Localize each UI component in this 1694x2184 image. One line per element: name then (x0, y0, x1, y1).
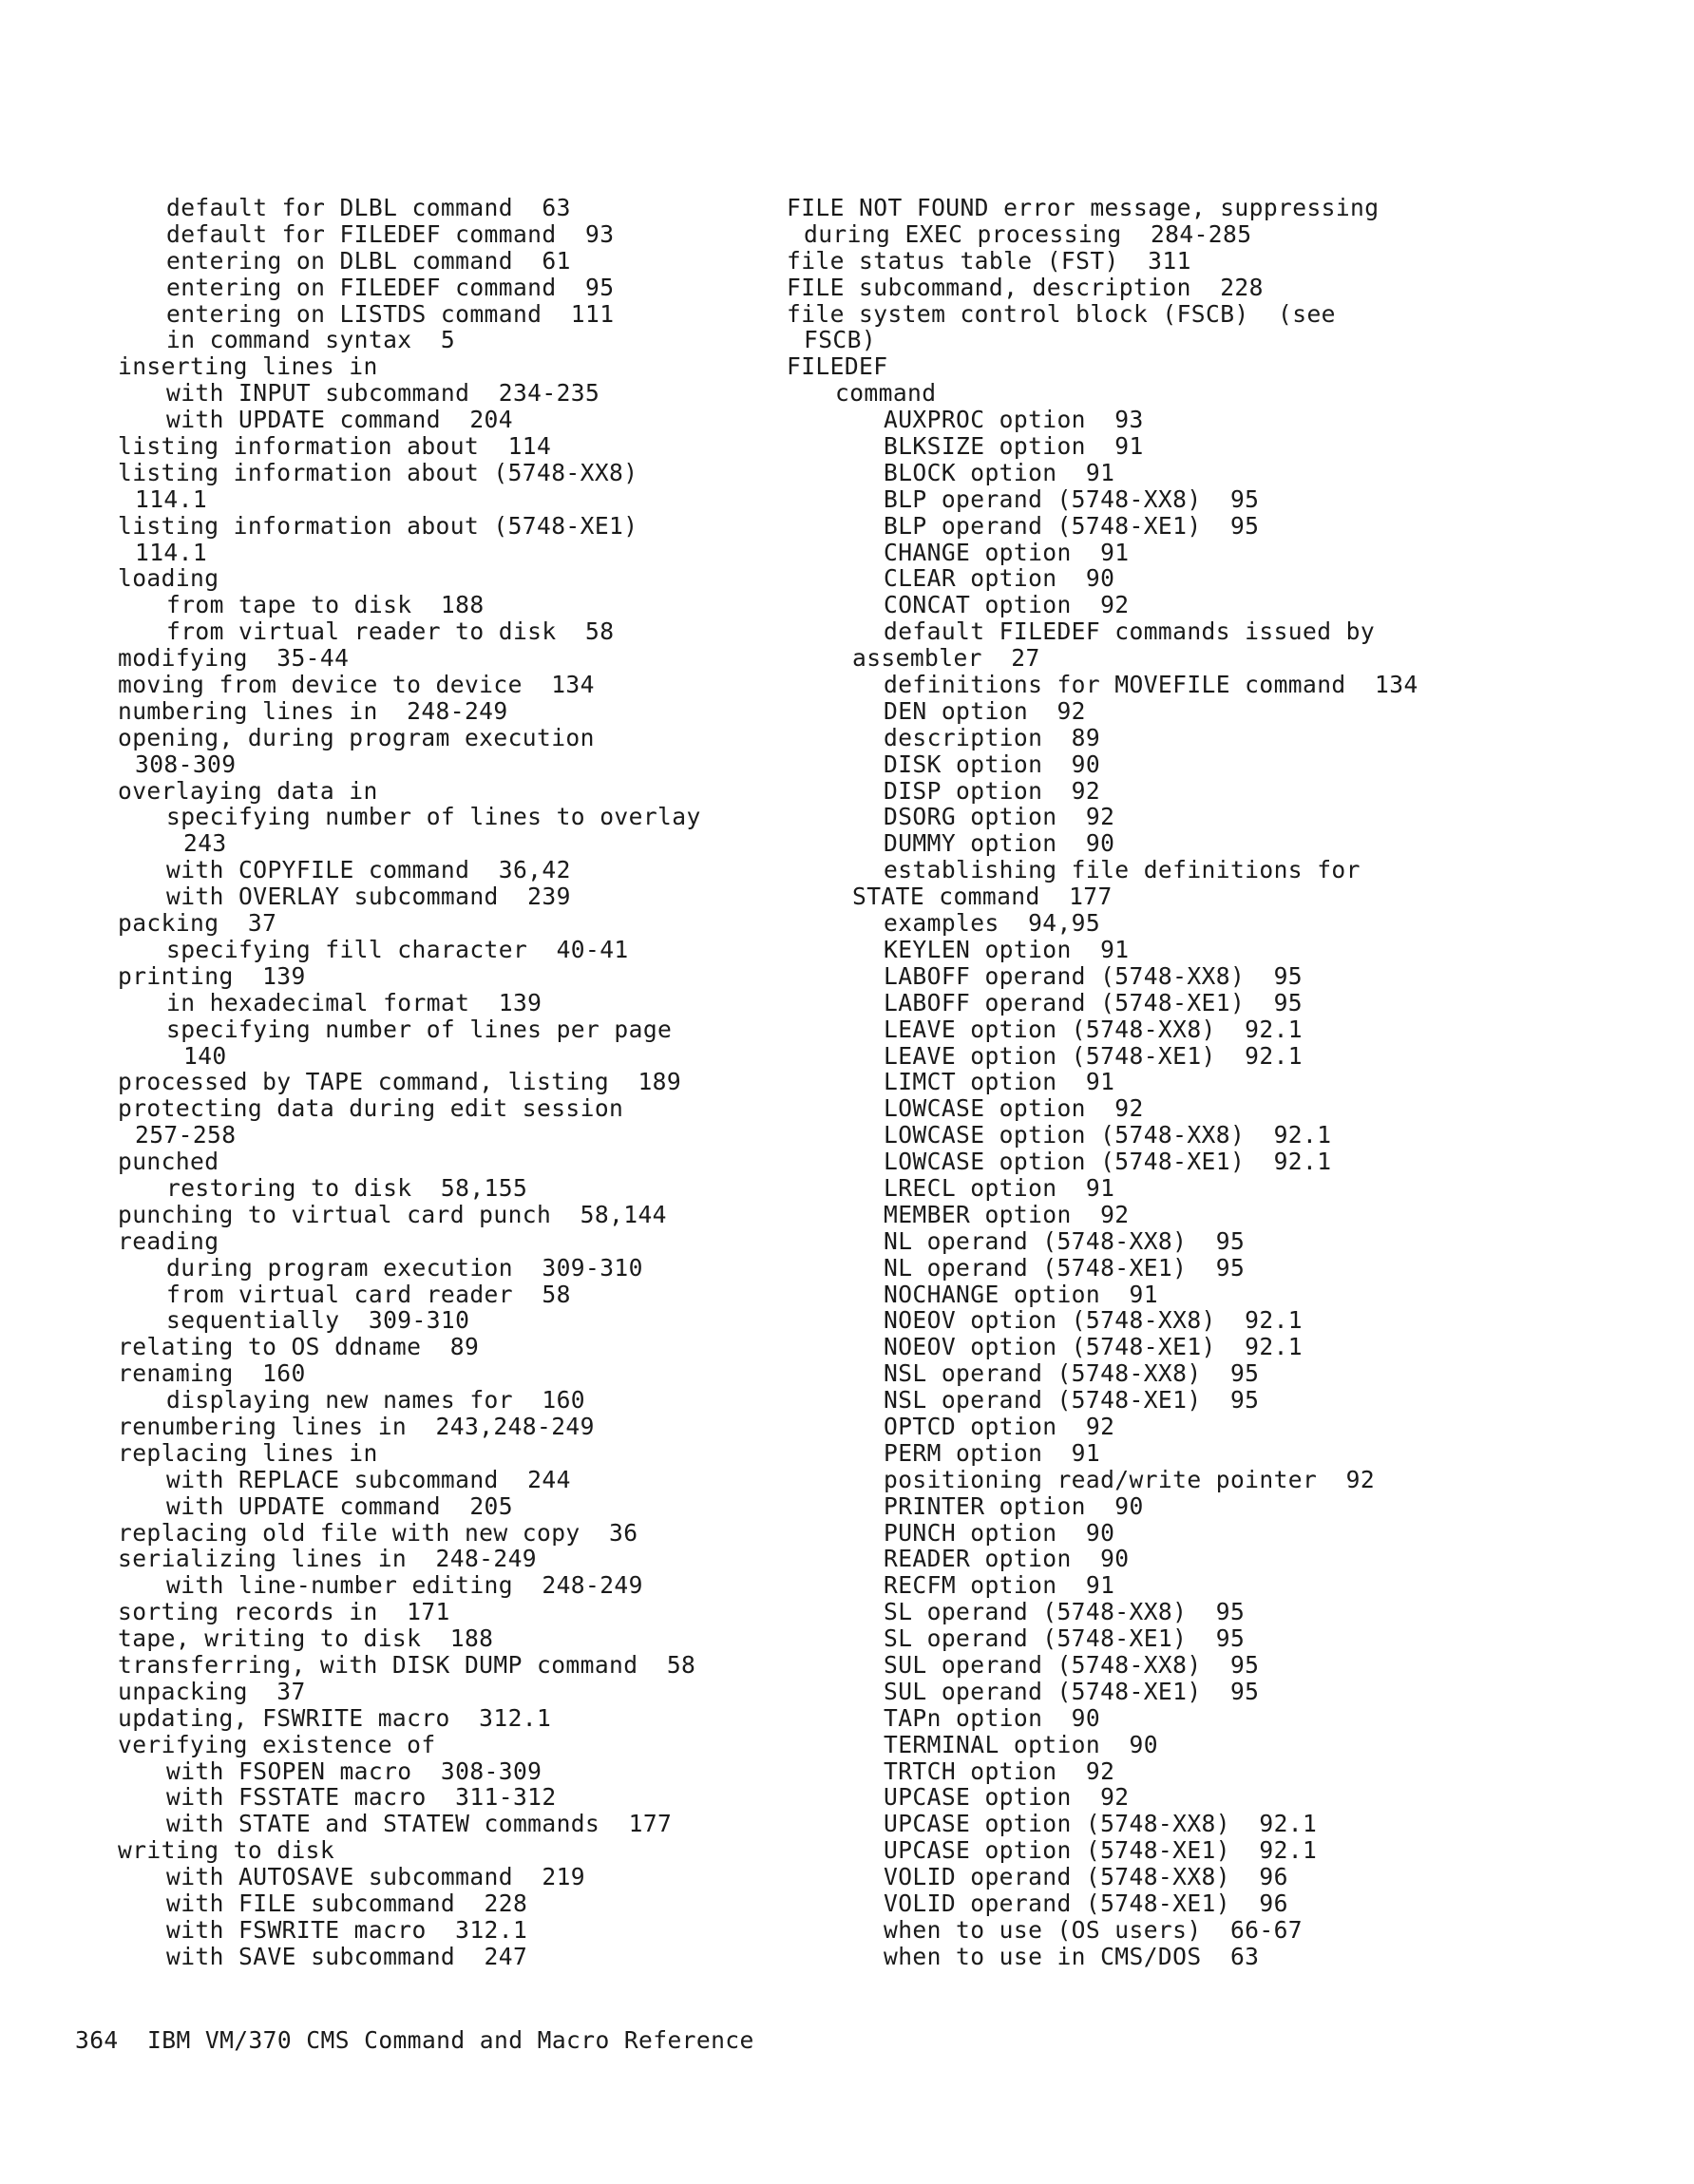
index-entry: LEAVE option (5748-XX8) 92.1 (884, 1015, 1303, 1043)
index-entry: specifying fill character 40-41 (166, 935, 629, 963)
index-entry: DEN option 92 (884, 696, 1086, 725)
index-entry: file status table (FST) 311 (787, 246, 1191, 275)
index-entry: LEAVE option (5748-XE1) 92.1 (884, 1041, 1303, 1070)
index-entry: VOLID operand (5748-XE1) 96 (884, 1890, 1288, 1917)
index-entry: NSL operand (5748-XE1) 95 (884, 1386, 1260, 1415)
index-entry: inserting lines in (118, 352, 378, 381)
index-entry: PRINTER option 90 (884, 1491, 1144, 1520)
index-entry: FILE NOT FOUND error message, suppressing (787, 194, 1380, 221)
index-entry: RECFM option 91 (884, 1571, 1115, 1600)
index-entry: LIMCT option 91 (884, 1068, 1115, 1096)
index-entry: relating to OS ddname 89 (118, 1333, 480, 1361)
index-entry: protecting data during edit session (118, 1094, 624, 1123)
index-entry: FSCB) (804, 326, 877, 354)
index-entry: establishing file definitions for (884, 856, 1361, 884)
index-entry: sequentially 309-310 (166, 1306, 470, 1335)
index-entry: TERMINAL option 90 (884, 1730, 1158, 1758)
index-entry: PUNCH option 90 (884, 1518, 1115, 1547)
index-entry: modifying 35-44 (118, 644, 350, 673)
index-entry: DISK option 90 (884, 750, 1101, 778)
index-entry: TRTCH option 92 (884, 1757, 1115, 1785)
index-entry: printing 139 (118, 961, 306, 990)
index-entry: renaming 160 (118, 1359, 306, 1388)
index-entry: BLP operand (5748-XE1) 95 (884, 511, 1260, 540)
index-entry: READER option 90 (884, 1545, 1130, 1573)
index-entry: renumbering lines in 243,248-249 (118, 1412, 595, 1440)
index-entry: with line-number editing 248-249 (166, 1571, 643, 1600)
index-entry: MEMBER option 92 (884, 1200, 1130, 1228)
index-entry: UPCASE option (5748-XE1) 92.1 (884, 1836, 1318, 1865)
index-entry: LOWCASE option (5748-XE1) 92.1 (884, 1148, 1332, 1176)
index-entry: DUMMY option 90 (884, 829, 1115, 858)
index-entry: 243 (183, 829, 227, 858)
index-entry: default FILEDEF commands issued by (884, 617, 1376, 646)
index-entry: opening, during program execution (118, 723, 595, 751)
index-entry: FILE subcommand, description 228 (787, 273, 1264, 301)
index-entry: during EXEC processing 284-285 (804, 219, 1252, 248)
index-entry: loading (118, 564, 219, 593)
index-entry: file system control block (FSCB) (see (787, 299, 1336, 328)
index-entry: from tape to disk 188 (166, 591, 485, 619)
index-entry: BLOCK option 91 (884, 458, 1115, 486)
index-entry: sorting records in 171 (118, 1598, 450, 1626)
index-entry: LOWCASE option 92 (884, 1094, 1144, 1123)
index-entry: with SAVE subcommand 247 (166, 1942, 528, 1970)
index-entry: CHANGE option 91 (884, 538, 1130, 566)
index-entry: SL operand (5748-XX8) 95 (884, 1598, 1246, 1626)
index-entry: CONCAT option 92 (884, 591, 1130, 619)
index-entry: processed by TAPE command, listing 189 (118, 1068, 682, 1096)
index-entry: displaying new names for 160 (166, 1386, 585, 1415)
index-entry: specifying number of lines to overlay (166, 803, 701, 831)
index-entry: NOEOV option (5748-XX8) 92.1 (884, 1306, 1303, 1335)
index-entry: 140 (183, 1041, 227, 1070)
index-entry: tape, writing to disk 188 (118, 1624, 494, 1653)
index-entry: with FSWRITE macro 312.1 (166, 1915, 528, 1944)
index-entry: verifying existence of (118, 1730, 436, 1758)
index-entry: UPCASE option (5748-XX8) 92.1 (884, 1810, 1318, 1838)
index-entry: reading (118, 1226, 219, 1255)
index-entry: when to use (OS users) 66-67 (884, 1915, 1303, 1944)
page-footer: 364 IBM VM/370 CMS Command and Macro Reference (75, 2026, 754, 2054)
index-entry: in command syntax 5 (166, 326, 456, 354)
index-entry: SL operand (5748-XE1) 95 (884, 1624, 1246, 1653)
index-entry: with INPUT subcommand 234-235 (166, 379, 600, 408)
index-entry: entering on LISTDS command 111 (166, 299, 615, 328)
index-entry: with STATE and STATEW commands 177 (166, 1810, 673, 1838)
index-entry: replacing lines in (118, 1438, 378, 1467)
index-entry: default for DLBL command 63 (166, 194, 571, 221)
index-entry: punched (118, 1148, 219, 1176)
index-entry: AUXPROC option 93 (884, 406, 1144, 434)
index-entry: LABOFF operand (5748-XE1) 95 (884, 988, 1303, 1016)
index-entry: with AUTOSAVE subcommand 219 (166, 1863, 585, 1891)
index-entry: with REPLACE subcommand 244 (166, 1465, 571, 1493)
index-entry: command (835, 379, 937, 408)
index-entry: listing information about (5748-XX8) (118, 458, 638, 486)
index-entry: 308-309 (135, 750, 237, 778)
index-entry: BLKSIZE option 91 (884, 432, 1144, 461)
index-entry: NOEOV option (5748-XE1) 92.1 (884, 1333, 1303, 1361)
index-entry: STATE command 177 (852, 883, 1113, 911)
index-entry: KEYLEN option 91 (884, 935, 1130, 963)
index-entry: writing to disk (118, 1836, 335, 1865)
index-entry: description 89 (884, 723, 1101, 751)
index-entry: CLEAR option 90 (884, 564, 1115, 593)
index-entry: SUL operand (5748-XX8) 95 (884, 1650, 1260, 1679)
index-entry: numbering lines in 248-249 (118, 696, 508, 725)
index-entry: restoring to disk 58,155 (166, 1173, 528, 1202)
index-entry: when to use in CMS/DOS 63 (884, 1942, 1260, 1970)
index-entry: examples 94,95 (884, 909, 1101, 938)
index-entry: VOLID operand (5748-XX8) 96 (884, 1863, 1288, 1891)
index-entry: definitions for MOVEFILE command 134 (884, 671, 1418, 699)
index-entry: updating, FSWRITE macro 312.1 (118, 1703, 552, 1732)
index-entry: LRECL option 91 (884, 1173, 1115, 1202)
index-entry: transferring, with DISK DUMP command 58 (118, 1650, 696, 1679)
index-entry: unpacking 37 (118, 1677, 306, 1705)
index-entry: 257-258 (135, 1121, 237, 1149)
index-entry: during program execution 309-310 (166, 1253, 643, 1282)
index-entry: default for FILEDEF command 93 (166, 219, 615, 248)
index-entry: serializing lines in 248-249 (118, 1545, 537, 1573)
index-entry: SUL operand (5748-XE1) 95 (884, 1677, 1260, 1705)
index-entry: TAPn option 90 (884, 1703, 1101, 1732)
index-entry: in hexadecimal format 139 (166, 988, 542, 1016)
index-entry: DISP option 92 (884, 776, 1101, 805)
right-index-column (787, 195, 1642, 1970)
index-entry: from virtual reader to disk 58 (166, 617, 615, 646)
index-entry: with OVERLAY subcommand 239 (166, 883, 571, 911)
index-entry: OPTCD option 92 (884, 1412, 1115, 1440)
index-entry: punching to virtual card punch 58,144 (118, 1200, 667, 1228)
index-entry: with FSSTATE macro 311-312 (166, 1783, 557, 1812)
index-entry: listing information about (5748-XE1) (118, 511, 638, 540)
index-entry: packing 37 (118, 909, 277, 938)
index-entry: DSORG option 92 (884, 803, 1115, 831)
index-entry: with FILE subcommand 228 (166, 1890, 528, 1917)
index-entry: LABOFF operand (5748-XX8) 95 (884, 961, 1303, 990)
index-entry: PERM option 91 (884, 1438, 1101, 1467)
index-entry: positioning read/write pointer 92 (884, 1465, 1376, 1493)
index-entry: LOWCASE option (5748-XX8) 92.1 (884, 1121, 1332, 1149)
index-entry: 114.1 (135, 484, 208, 513)
index-entry: BLP operand (5748-XX8) 95 (884, 484, 1260, 513)
index-entry: with FSOPEN macro 308-309 (166, 1757, 542, 1785)
index-entry: listing information about 114 (118, 432, 552, 461)
index-entry: entering on DLBL command 61 (166, 246, 571, 275)
index-entry: with COPYFILE command 36,42 (166, 856, 571, 884)
index-entry: from virtual card reader 58 (166, 1280, 571, 1308)
index-entry: NOCHANGE option 91 (884, 1280, 1158, 1308)
index-entry: with UPDATE command 204 (166, 406, 513, 434)
index-entry: specifying number of lines per page (166, 1015, 673, 1043)
index-entry: UPCASE option 92 (884, 1783, 1130, 1812)
index-entry: replacing old file with new copy 36 (118, 1518, 638, 1547)
index-entry: NSL operand (5748-XX8) 95 (884, 1359, 1260, 1388)
index-entry: overlaying data in (118, 776, 378, 805)
index-entry: NL operand (5748-XX8) 95 (884, 1226, 1246, 1255)
index-entry: with UPDATE command 205 (166, 1491, 513, 1520)
index-entry: moving from device to device 134 (118, 671, 595, 699)
index-entry: 114.1 (135, 538, 208, 566)
index-entry: FILEDEF (787, 352, 888, 381)
index-entry: NL operand (5748-XE1) 95 (884, 1253, 1246, 1282)
left-index-column (118, 195, 773, 1970)
index-entry: assembler 27 (852, 644, 1040, 673)
index-entry: entering on FILEDEF command 95 (166, 273, 615, 301)
